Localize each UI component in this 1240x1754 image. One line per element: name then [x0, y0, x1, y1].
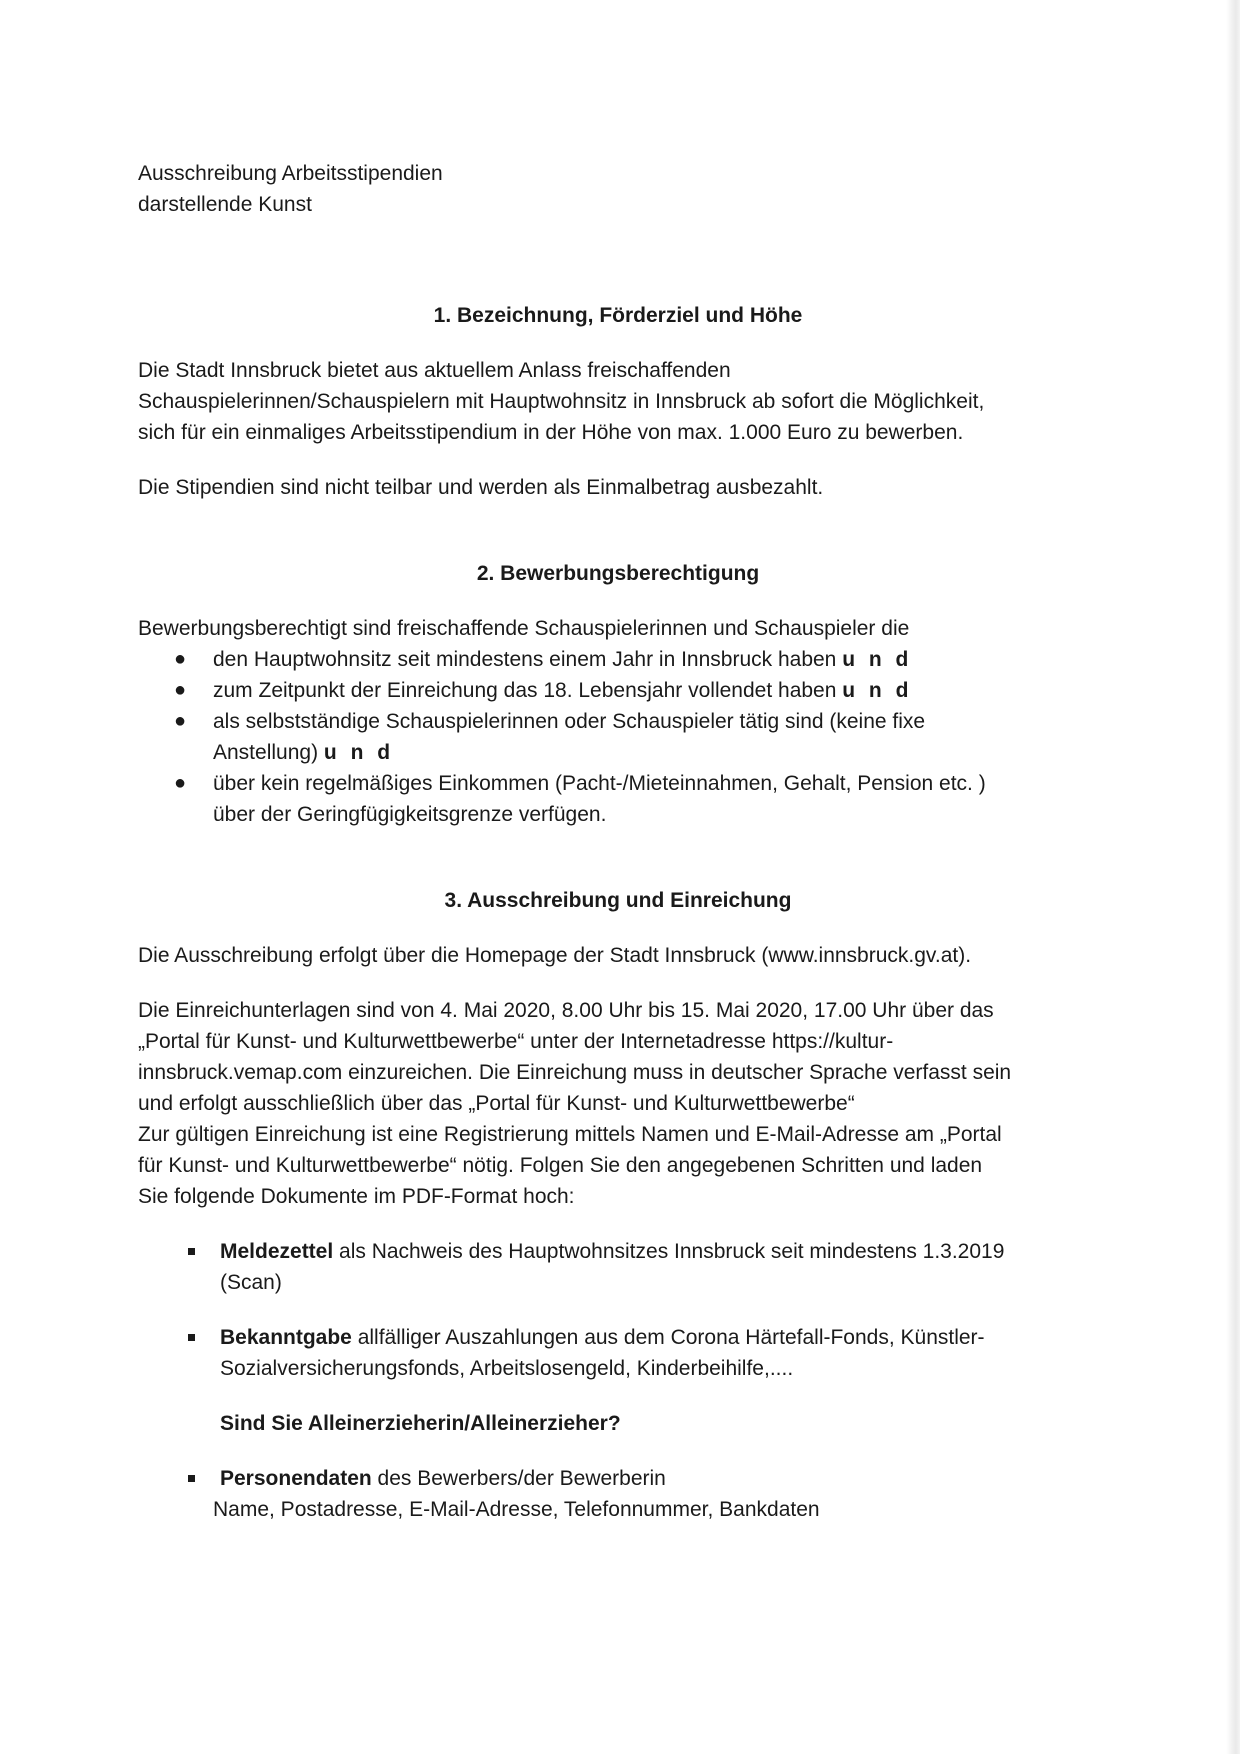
section-1-paragraph-1 — [138, 355, 1098, 448]
section-1-heading: 1. Bezeichnung, Förderziel und Höhe — [433, 304, 803, 327]
list-item: ● zum Zeitpunkt der Einreichung das 18. Lebensjahr vollendet haben u n d — [138, 675, 1098, 706]
list-item: Bekanntgabe allfälliger Auszahlungen aus dem Corona Härtefall-Fonds, Künstler- Sozialversicherungsfonds, Arbeitslosengeld, Kinderbeihilfe,.... — [138, 1322, 1098, 1384]
paragraph-line: für Kunst- und Kulturwettbewerbe“ nötig. Folgen Sie den angegebenen Schritten und laden — [138, 1154, 983, 1177]
section-3-heading: 3. Ausschreibung und Einreichung — [444, 889, 792, 912]
required-documents-list — [138, 1236, 1098, 1384]
paragraph-line: Die Einreichunterlagen sind von 4. Mai 2020, 8.00 Uhr bis 15. Mai 2020, 17.00 Uhr über das — [138, 999, 994, 1022]
eligibility-list — [138, 644, 1098, 830]
list-item: ● den Hauptwohnsitz seit mindestens einem Jahr in Innsbruck haben u n d — [138, 644, 1098, 675]
personal-data-list — [138, 1463, 1098, 1494]
page-edge — [1226, 0, 1240, 1754]
section-3-paragraph-1: Die Ausschreibung erfolgt über die Homepage der Stadt Innsbruck (www.innsbruck.gv.at). — [138, 944, 972, 967]
list-item: Personendaten des Bewerbers/der Bewerberin — [138, 1463, 1098, 1494]
paragraph-line: Sie folgende Dokumente im PDF-Format hoch: — [138, 1185, 575, 1208]
paragraph-line: Zur gültigen Einreichung ist eine Registrierung mittels Namen und E-Mail-Adresse am „Portal — [138, 1123, 1002, 1146]
paragraph-line: Die Stadt Innsbruck bietet aus aktuellem Anlass freischaffenden — [138, 359, 731, 382]
section-2-intro: Bewerbungsberechtigt sind freischaffende Schauspielerinnen und Schauspieler die — [138, 617, 910, 640]
title-line-1: Ausschreibung Arbeitsstipendien — [138, 162, 443, 185]
single-parent-question: Sind Sie Alleinerzieherin/Alleinerzieher? — [220, 1412, 621, 1435]
square-bullet-icon — [188, 1475, 195, 1482]
list-item: ● über kein regelmäßiges Einkommen (Pacht-/Mieteinnahmen, Gehalt, Pension etc. ) über der Geringfügigkeitsgrenze verfügen. — [138, 768, 1098, 830]
square-bullet-icon — [188, 1334, 195, 1341]
bullet-icon: ● — [174, 710, 187, 732]
document-title — [138, 158, 1098, 220]
section-3-paragraph-2 — [138, 995, 1098, 1212]
list-item: ● als selbstständige Schauspielerinnen oder Schauspieler tätig sind (keine fixe Anstellung) u n d — [138, 706, 1098, 768]
paragraph-line: Schauspielerinnen/Schauspielern mit Hauptwohnsitz in Innsbruck ab sofort die Möglichkeit, — [138, 390, 985, 413]
paragraph-line: sich für ein einmaliges Arbeitsstipendium in der Höhe von max. 1.000 Euro zu bewerben. — [138, 421, 964, 444]
bullet-icon: ● — [174, 648, 187, 670]
paragraph-line: und erfolgt ausschließlich über das „Portal für Kunst- und Kulturwettbewerbe“ — [138, 1092, 855, 1115]
document-content — [138, 158, 1098, 1525]
bullet-icon: ● — [174, 679, 187, 701]
title-line-2: darstellende Kunst — [138, 193, 312, 216]
paragraph-line: „Portal für Kunst- und Kulturwettbewerbe“ unter der Internetadresse https://kultur- — [138, 1030, 894, 1053]
personal-details-line: Name, Postadresse, E-Mail-Adresse, Telefonnummer, Bankdaten — [213, 1498, 820, 1521]
section-1-paragraph-2: Die Stipendien sind nicht teilbar und werden als Einmalbetrag ausbezahlt. — [138, 476, 824, 499]
section-2-heading: 2. Bewerbungsberechtigung — [476, 562, 760, 585]
paragraph-line: innsbruck.vemap.com einzureichen. Die Einreichung muss in deutscher Sprache verfasst sein — [138, 1061, 1012, 1084]
square-bullet-icon — [188, 1248, 195, 1255]
list-item: Meldezettel als Nachweis des Hauptwohnsitzes Innsbruck seit mindestens 1.3.2019 (Scan) — [138, 1236, 1098, 1298]
bullet-icon: ● — [174, 772, 187, 794]
